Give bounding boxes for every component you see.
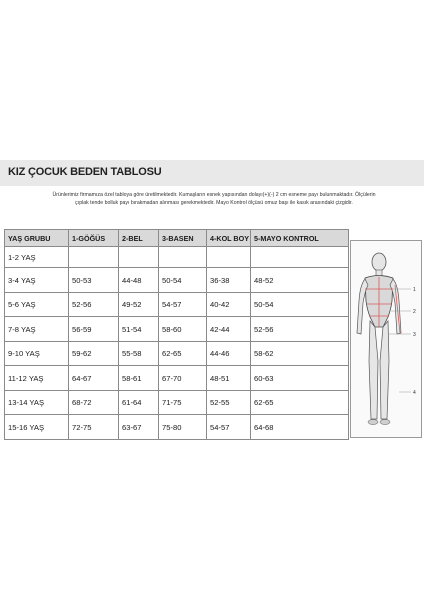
table-row (5, 247, 349, 268)
waist-cell: 55-58 (119, 341, 159, 366)
hip-cell: 54-57 (159, 292, 207, 317)
hip-cell: 75-80 (159, 415, 207, 440)
swimsuit-cell: 52-56 (251, 317, 349, 342)
table-row (5, 317, 349, 342)
marker-3: 3 (413, 332, 416, 338)
hip-cell (159, 247, 207, 268)
marker-4: 4 (413, 390, 416, 396)
chest-cell: 50-53 (69, 268, 119, 293)
swimsuit-cell: 48-52 (251, 268, 349, 293)
chest-cell: 72-75 (69, 415, 119, 440)
age-cell: 1-2 YAŞ (5, 247, 69, 268)
note-line: Ürünlerimiz firmamıza özel tabloya göre üretilmektedir. Kumaşların esnek yapısından dolayı(+)(-) 2 cm esneme payı bulunmaktadır. Ölçülerin (52, 192, 376, 198)
swimsuit-cell: 64-68 (251, 415, 349, 440)
table-row (5, 341, 349, 366)
hip-cell: 71-75 (159, 390, 207, 415)
chest-cell: 68-72 (69, 390, 119, 415)
age-cell: 5-6 YAŞ (5, 292, 69, 317)
waist-cell (119, 247, 159, 268)
swimsuit-cell (251, 247, 349, 268)
table-header-row (5, 230, 349, 247)
chest-cell: 64-67 (69, 366, 119, 391)
waist-cell: 58-61 (119, 366, 159, 391)
marker-2: 2 (413, 309, 416, 315)
size-table (4, 229, 349, 440)
arm-cell: 42-44 (207, 317, 251, 342)
arm-cell: 48-51 (207, 366, 251, 391)
hip-cell: 50-54 (159, 268, 207, 293)
waist-cell: 63-67 (119, 415, 159, 440)
header-waist: 2-BEL (119, 230, 159, 247)
chest-cell: 56-59 (69, 317, 119, 342)
marker-1: 1 (413, 287, 416, 293)
header-swimsuit-control: 5-MAYO KONTROL (251, 230, 349, 247)
arm-cell (207, 247, 251, 268)
age-cell: 3-4 YAŞ (5, 268, 69, 293)
chest-cell: 52-56 (69, 292, 119, 317)
arm-cell: 54-57 (207, 415, 251, 440)
arm-cell: 36-38 (207, 268, 251, 293)
arm-cell: 52-55 (207, 390, 251, 415)
page-title: KIZ ÇOCUK BEDEN TABLOSU (8, 166, 162, 178)
age-cell: 7-8 YAŞ (5, 317, 69, 342)
waist-cell: 44-48 (119, 268, 159, 293)
waist-cell: 49-52 (119, 292, 159, 317)
arm-cell: 40-42 (207, 292, 251, 317)
hip-cell: 62-65 (159, 341, 207, 366)
swimsuit-cell: 50-54 (251, 292, 349, 317)
header-age-group: YAŞ GRUBU (5, 230, 69, 247)
age-cell: 13-14 YAŞ (5, 390, 69, 415)
hip-cell: 58-60 (159, 317, 207, 342)
header-hip: 3-BASEN (159, 230, 207, 247)
table-row (5, 292, 349, 317)
waist-cell: 51-54 (119, 317, 159, 342)
table-row (5, 415, 349, 440)
size-note (8, 191, 420, 207)
table-row (5, 366, 349, 391)
body-measurement-figure (350, 240, 422, 438)
swimsuit-cell: 60-63 (251, 366, 349, 391)
chest-cell (69, 247, 119, 268)
chest-cell: 59-62 (69, 341, 119, 366)
table-row (5, 390, 349, 415)
body-silhouette-icon (351, 241, 421, 437)
waist-cell: 61-64 (119, 390, 159, 415)
swimsuit-cell: 58-62 (251, 341, 349, 366)
arm-cell: 44-46 (207, 341, 251, 366)
age-cell: 15-16 YAŞ (5, 415, 69, 440)
hip-cell: 67-70 (159, 366, 207, 391)
table-row (5, 268, 349, 293)
age-cell: 9-10 YAŞ (5, 341, 69, 366)
header-chest: 1-GÖĞÜS (69, 230, 119, 247)
age-cell: 11-12 YAŞ (5, 366, 69, 391)
note-line: çıplak tende bolluk payı bırakmadan alınması gerekmektedir. Mayo Kontrol ölçüsü omuz başı ile kasık arasındaki çizgidir. (75, 200, 353, 206)
swimsuit-cell: 62-65 (251, 390, 349, 415)
header-arm-length: 4-KOL BOY (207, 230, 251, 247)
